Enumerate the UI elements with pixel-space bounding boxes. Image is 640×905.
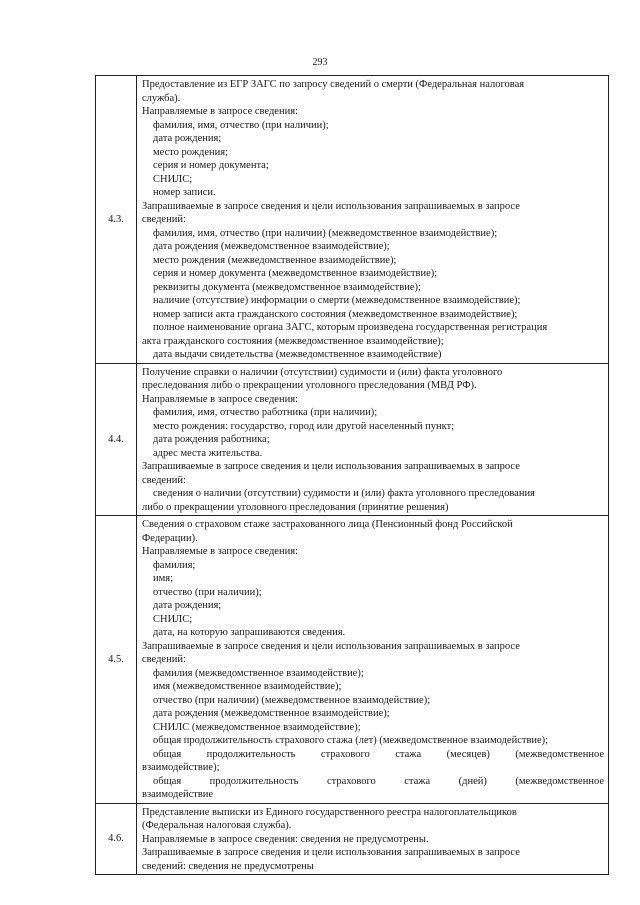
- text-line: сведений: сведения не предусмотрены: [142, 860, 314, 872]
- text-line: серия и номер документа (межведомственное взаимодействие);: [153, 268, 438, 279]
- row-content: [137, 516, 609, 804]
- table-row: [96, 363, 609, 516]
- text-line: общая продолжительность страхового стажа (месяцев) (межведомственное: [153, 748, 604, 760]
- text-line: акта гражданского состояния (межведомственное взаимодействие);: [142, 335, 444, 347]
- table-row: [96, 516, 609, 804]
- text-line: наличие (отсутствие) информации о смерти (межведомственное взаимодействие);: [153, 295, 521, 306]
- text-line: дата рождения;: [153, 133, 222, 144]
- text-line: Запрашиваемые в запросе сведения и цели использования запрашиваемых в запросе: [142, 200, 520, 212]
- text-line: дата выдачи свидетельства (межведомственное взаимодействие): [153, 349, 442, 360]
- row-content: [137, 76, 609, 364]
- table-body: [96, 76, 609, 875]
- text-line: сведений:: [142, 474, 186, 486]
- row-content: [137, 363, 609, 516]
- text-line: Получение справки о наличии (отсутствии) судимости и (или) факта уголовного: [142, 366, 503, 378]
- text-line: место рождения: государство, город или другой населенный пункт;: [153, 420, 455, 432]
- text-line: полное наименование органа ЗАГС, которым произведена государственная регистрация: [153, 322, 548, 333]
- text-line: отчество (при наличии);: [153, 586, 262, 598]
- row-number: 4.3.: [96, 76, 137, 364]
- text-line: сведений:: [142, 654, 186, 665]
- text-line: общая продолжительность страхового стажа (дней) (межведомственное: [153, 775, 604, 787]
- page-number: 293: [312, 57, 328, 68]
- text-line: преследования либо о прекращении уголовного преследования (МВД РФ).: [142, 380, 477, 391]
- text-line: либо о прекращении уголовного преследования (принятие решения): [142, 501, 449, 513]
- text-line: служба).: [142, 92, 181, 104]
- text-line: реквизиты документа (межведомственное взаимодействие);: [153, 281, 421, 293]
- text-line: номер записи акта гражданского состояния (межведомственное взаимодействие);: [153, 308, 518, 320]
- text-line: Сведения о страховом стаже застрахованного лица (Пенсионный фонд Российской: [142, 519, 513, 530]
- text-line: имя;: [153, 573, 174, 584]
- text-line: фамилия, имя, отчество (при наличии) (межведомственное взаимодействие);: [153, 227, 498, 239]
- table-row: [96, 76, 609, 364]
- text-line: Федерации).: [142, 532, 198, 544]
- text-line: фамилия;: [153, 559, 196, 571]
- text-line: серия и номер документа;: [153, 160, 269, 171]
- text-line: Запрашиваемые в запросе сведения и цели использования запрашиваемых в запросе: [142, 640, 520, 652]
- text-line: номер записи.: [153, 187, 216, 198]
- text-line: Представление выписки из Единого государственного реестра налогоплательщиков: [142, 806, 517, 818]
- text-line: (Федеральная налоговая служба).: [142, 820, 292, 831]
- text-line: Направляемые в запросе сведения:: [142, 393, 298, 405]
- row-content: [137, 803, 609, 875]
- text-line: дата, на которую запрашиваются сведения.: [153, 627, 346, 638]
- text-line: отчество (при наличии) (межведомственное взаимодействие);: [153, 694, 431, 706]
- text-line: сведения о наличии (отсутствии) судимости и (или) факта уголовного преследования: [153, 488, 535, 499]
- text-line: дата рождения работника;: [153, 434, 270, 445]
- text-line: СНИЛС;: [153, 613, 193, 625]
- text-line: СНИЛС (межведомственное взаимодействие);: [153, 721, 361, 733]
- text-line: Направляемые в запросе сведения:: [142, 546, 298, 557]
- text-line: дата рождения (межведомственное взаимодействие);: [153, 241, 390, 252]
- text-line: место рождения (межведомственное взаимодействие);: [153, 254, 397, 266]
- text-line: адрес места жительства.: [153, 447, 263, 459]
- services-table: [95, 75, 609, 875]
- text-line: общая продолжительность страхового стажа (лет) (межведомственное взаимодействие);: [153, 735, 549, 746]
- text-line: фамилия, имя, отчество работника (при наличии);: [153, 407, 378, 418]
- row-number: 4.6.: [96, 803, 137, 875]
- text-line: Предоставление из ЕГР ЗАГС по запросу сведений о смерти (Федеральная налоговая: [142, 79, 525, 90]
- row-number: 4.5.: [96, 516, 137, 804]
- text-line: фамилия, имя, отчество (при наличии);: [153, 119, 329, 131]
- text-line: Запрашиваемые в запросе сведения и цели использования запрашиваемых в запросе: [142, 461, 520, 472]
- text-line: дата рождения (межведомственное взаимодействие);: [153, 708, 390, 719]
- text-line: взаимодействие: [142, 789, 214, 800]
- text-line: Запрашиваемые в запросе сведения и цели использования запрашиваемых в запросе: [142, 847, 520, 858]
- text-line: дата рождения;: [153, 600, 222, 611]
- text-line: сведений:: [142, 214, 186, 225]
- table-row: [96, 803, 609, 875]
- row-number: 4.4.: [96, 363, 137, 516]
- text-line: СНИЛС;: [153, 173, 193, 185]
- text-line: взаимодействие);: [142, 762, 220, 773]
- text-line: фамилия (межведомственное взаимодействие);: [153, 667, 364, 679]
- text-line: Направляемые в запросе сведения:: [142, 106, 298, 117]
- text-line: Направляемые в запросе сведения: сведения не предусмотрены.: [142, 833, 429, 845]
- text-line: имя (межведомственное взаимодействие);: [153, 681, 342, 692]
- text-line: место рождения;: [153, 146, 229, 158]
